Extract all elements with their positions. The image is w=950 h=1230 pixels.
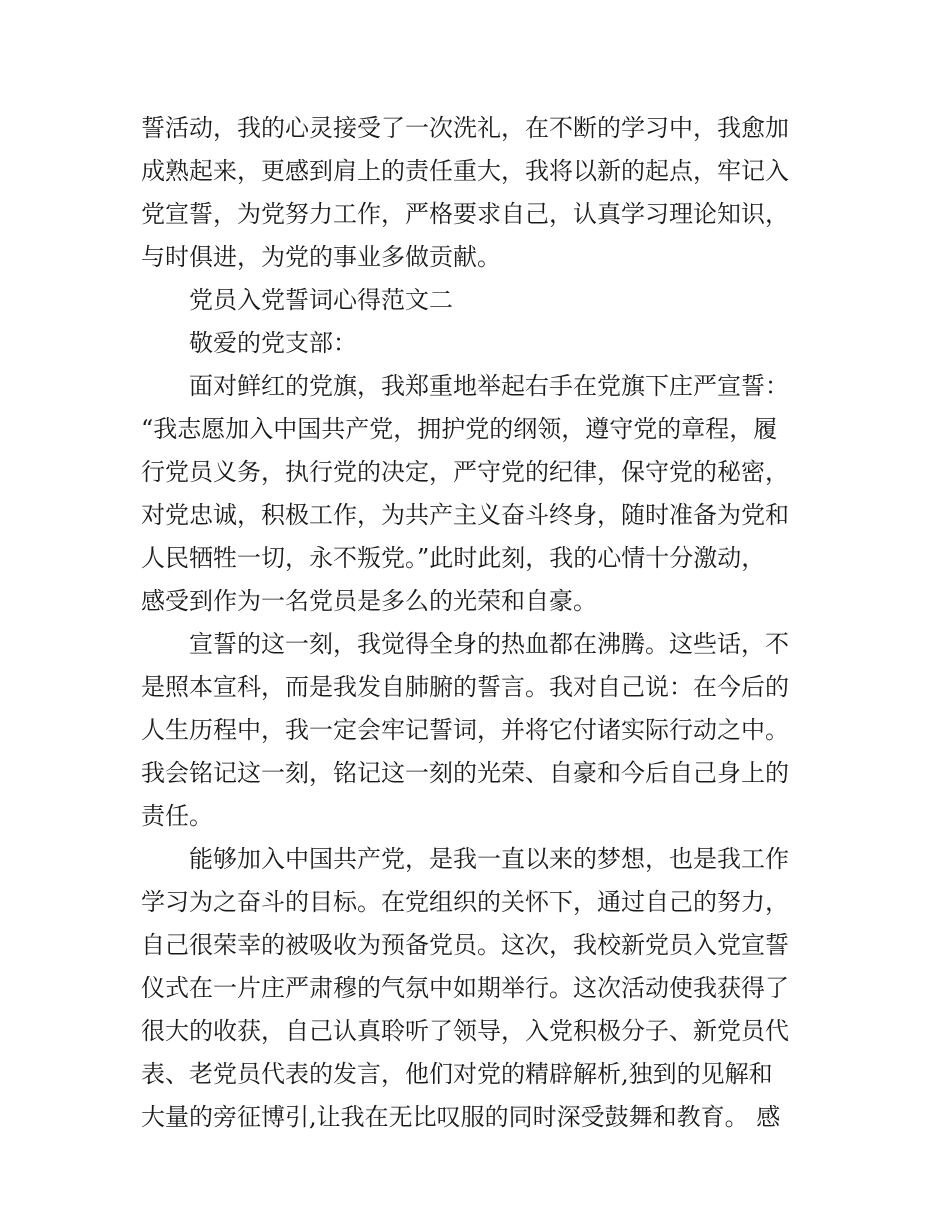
text-line: 党宣誓，为党努力工作，严格要求自己，认真学习理论知识， bbox=[141, 200, 789, 228]
text-line: 与时俱进，为党的事业多做贡献。 bbox=[141, 243, 501, 271]
text-line: 大量的旁征博引,让我在无比叹服的同时深受鼓舞和教育。 感 bbox=[141, 1103, 781, 1131]
text-line: 人生历程中，我一定会牢记誓词，并将它付诸实际行动之中。 bbox=[141, 716, 789, 744]
text-line: 责任。 bbox=[141, 802, 213, 830]
text-line: 很大的收获，自己认真聆听了领导，入党积极分子、新党员代 bbox=[141, 1017, 789, 1045]
text-line: 我会铭记这一刻，铭记这一刻的光荣、自豪和今后自己身上的 bbox=[141, 759, 789, 787]
text-line: 感受到作为一名党员是多么的光荣和自豪。 bbox=[141, 587, 597, 615]
text-line: 行党员义务，执行党的决定，严守党的纪律，保守党的秘密， bbox=[141, 458, 789, 486]
text-line: “我志愿加入中国共产党，拥护党的纲领，遵守党的章程，履 bbox=[141, 415, 778, 443]
text-line: 学习为之奋斗的目标。在党组织的关怀下，通过自己的努力， bbox=[141, 888, 789, 916]
section-heading: 党员入党誓词心得范文二 bbox=[189, 286, 453, 314]
text-line: 成熟起来，更感到肩上的责任重大，我将以新的起点，牢记入 bbox=[141, 157, 789, 185]
text-line: 是照本宣科，而是我发自肺腑的誓言。我对自己说：在今后的 bbox=[141, 673, 789, 701]
paragraph-start: 宣誓的这一刻，我觉得全身的热血都在沸腾。这些话，不 bbox=[189, 630, 789, 658]
paragraph-start: 面对鲜红的党旗，我郑重地举起右手在党旗下庄严宣誓： bbox=[189, 372, 789, 400]
text-line: 自己很荣幸的被吸收为预备党员。这次，我校新党员入党宣誓 bbox=[141, 931, 789, 959]
paragraph-start: 能够加入中国共产党，是我一直以来的梦想，也是我工作 bbox=[189, 845, 789, 873]
text-line: 对党忠诚，积极工作，为共产主义奋斗终身，随时准备为党和 bbox=[141, 501, 789, 529]
text-line: 誓活动，我的心灵接受了一次洗礼，在不断的学习中，我愈加 bbox=[141, 114, 789, 142]
text-line: 人民牺牲一切，永不叛党。”此时此刻，我的心情十分激动， bbox=[141, 544, 766, 572]
salutation: 敬爱的党支部： bbox=[189, 329, 357, 357]
text-line: 仪式在一片庄严肃穆的气氛中如期举行。这次活动使我获得了 bbox=[141, 974, 789, 1002]
text-line: 表、老党员代表的发言，他们对党的精辟解析,独到的见解和 bbox=[141, 1060, 773, 1088]
